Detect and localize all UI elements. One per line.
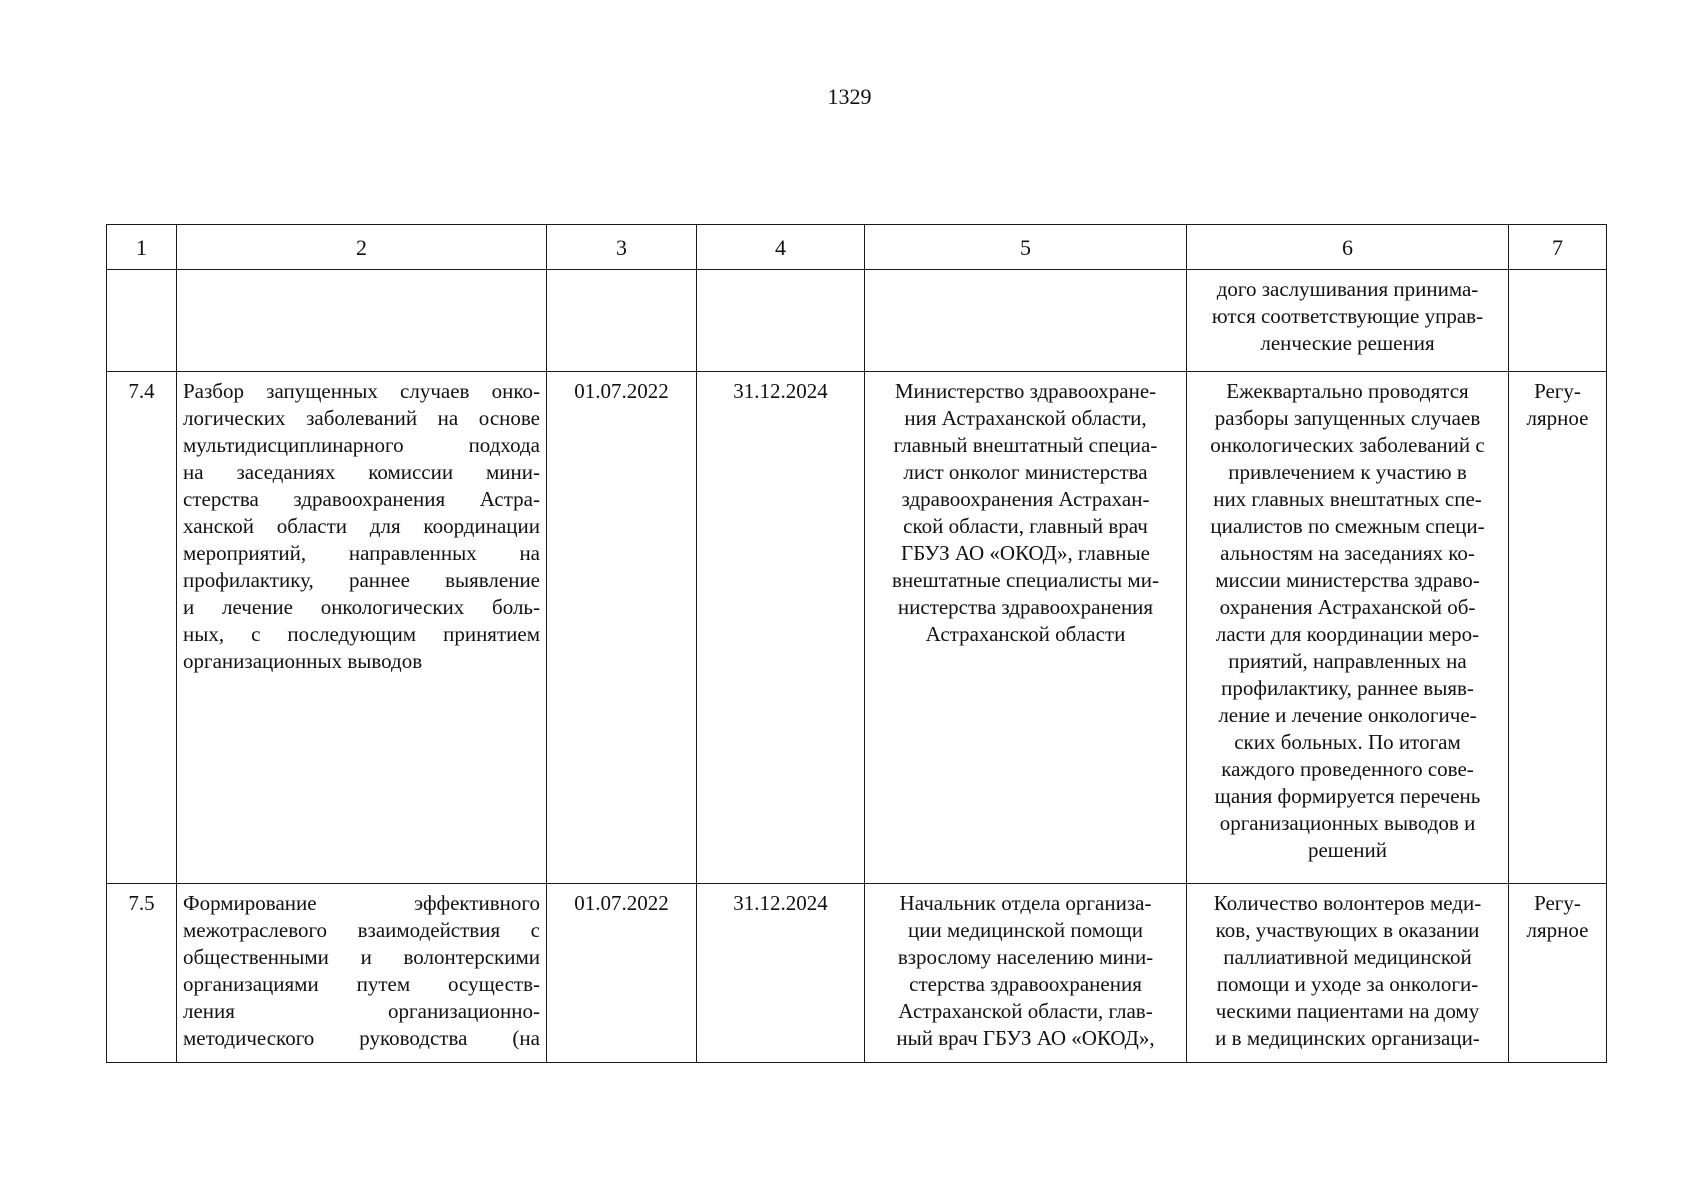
- header-col-4: 4: [697, 225, 865, 270]
- text-line: альностям на заседаниях ко-: [1220, 541, 1475, 565]
- text-line: лярное: [1526, 406, 1589, 430]
- header-col-5: 5: [865, 225, 1187, 270]
- header-col-7: 7: [1509, 225, 1607, 270]
- header-col-2: 2: [177, 225, 547, 270]
- text-line: решений: [1307, 838, 1388, 862]
- text-line: помощи и уходе за онкологи-: [1216, 972, 1479, 996]
- page-number: 1329: [827, 84, 872, 109]
- text-line: приятий, направленных на: [1228, 649, 1467, 673]
- text-line: Количество волонтеров меди-: [1213, 891, 1482, 915]
- text-line: профилактику, раннее выявление: [183, 568, 540, 592]
- measure-description: [177, 884, 547, 1063]
- text-line: методического руководства (на: [183, 1026, 540, 1050]
- text-line: каждого проведенного сове-: [1221, 757, 1474, 781]
- text-line: Формирование эффективного: [183, 891, 540, 915]
- text-line: главный внештатный специа-: [893, 433, 1158, 457]
- text-line: Министерство здравоохране-: [894, 379, 1157, 403]
- text-line: ных, с последующим принятием: [183, 622, 540, 646]
- text-line: организационных выводов: [183, 649, 423, 673]
- cont-cell-5: [865, 270, 1187, 372]
- row-number: 7.4: [107, 372, 177, 884]
- text-line: профилактику, раннее выяв-: [1221, 676, 1474, 700]
- end-date: 31.12.2024: [697, 372, 865, 884]
- row-number: 7.5: [107, 884, 177, 1063]
- cont-cell-3: [547, 270, 697, 372]
- text-line: щания формируется перечень: [1214, 784, 1481, 808]
- text-line: мероприятий, направленных на: [183, 541, 540, 565]
- cont-cell-4: [697, 270, 865, 372]
- responsible-parties: [865, 372, 1187, 884]
- text-line: ленческие решения: [1260, 331, 1435, 355]
- start-date: 01.07.2022: [547, 372, 697, 884]
- text-line: Астраханской области: [925, 622, 1126, 646]
- end-date: 31.12.2024: [697, 884, 865, 1063]
- document-table: [106, 224, 1607, 1063]
- cont-cell-6: [1187, 270, 1509, 372]
- continuation-row: [107, 270, 1607, 372]
- text-line: лист онколог министерства: [903, 460, 1148, 484]
- text-line: миссии министерства здраво-: [1215, 568, 1480, 592]
- text-line: ния Астраханской области,: [904, 406, 1147, 430]
- header-col-6: 6: [1187, 225, 1509, 270]
- table-row: [107, 372, 1607, 884]
- periodicity: [1509, 372, 1607, 884]
- responsible-parties: [865, 884, 1187, 1063]
- text-line: ханской области для координации: [183, 514, 540, 538]
- header-col-3: 3: [547, 225, 697, 270]
- table-row: [107, 884, 1607, 1063]
- text-line: ции медицинской помощи: [908, 918, 1143, 942]
- text-line: лярное: [1526, 918, 1589, 942]
- text-line: мультидисциплинарного подхода: [183, 433, 540, 457]
- text-line: разборы запущенных случаев: [1214, 406, 1481, 430]
- text-line: ков, участвующих в оказании: [1215, 918, 1480, 942]
- text-line: Регу-: [1534, 891, 1581, 915]
- text-line: ГБУЗ АО «ОКОД», главные: [901, 541, 1150, 565]
- text-line: Астраханской области, глав-: [898, 999, 1153, 1023]
- header-col-1: 1: [107, 225, 177, 270]
- text-line: онкологических заболеваний с: [1210, 433, 1485, 457]
- expected-result: [1187, 884, 1509, 1063]
- text-line: ления организационно-: [183, 999, 540, 1023]
- text-line: на заседаниях комиссии мини-: [183, 460, 540, 484]
- text-line: ный врач ГБУЗ АО «ОКОД»,: [896, 1026, 1155, 1050]
- text-line: ласти для координации меро-: [1215, 622, 1480, 646]
- text-line: здравоохранения Астрахан-: [901, 487, 1150, 511]
- cont-cell-1: [107, 270, 177, 372]
- text-line: Ежеквартально проводятся: [1226, 379, 1469, 403]
- text-line: стерства здравоохранения Астра-: [183, 487, 540, 511]
- start-date: 01.07.2022: [547, 884, 697, 1063]
- text-line: логических заболеваний на основе: [183, 406, 540, 430]
- text-line: и лечение онкологических боль-: [183, 595, 540, 619]
- expected-result: [1187, 372, 1509, 884]
- text-line: охранения Астраханской об-: [1219, 595, 1476, 619]
- text-line: ление и лечение онкологиче-: [1218, 703, 1477, 727]
- text-line: ской области, главный врач: [903, 514, 1148, 538]
- text-line: Разбор запущенных случаев онко-: [183, 379, 540, 403]
- cont-cell-7: [1509, 270, 1607, 372]
- text-line: и в медицинских организаци-: [1215, 1026, 1480, 1050]
- text-line: циалистов по смежным специ-: [1210, 514, 1485, 538]
- table-header-row: [107, 225, 1607, 270]
- text-line: межотраслевого взаимодействия с: [183, 918, 540, 942]
- cont-cell-2: [177, 270, 547, 372]
- periodicity: [1509, 884, 1607, 1063]
- text-line: ются соответствующие управ-: [1211, 304, 1484, 328]
- text-line: дого заслушивания принима-: [1216, 277, 1479, 301]
- text-line: организационных выводов и: [1219, 811, 1476, 835]
- text-line: них главных внештатных спе-: [1213, 487, 1482, 511]
- text-line: организациями путем осуществ-: [183, 972, 540, 996]
- text-line: взрослому населению мини-: [897, 945, 1154, 969]
- text-line: общественными и волонтерскими: [183, 945, 540, 969]
- text-line: привлечением к участию в: [1228, 460, 1467, 484]
- text-line: Регу-: [1534, 379, 1581, 403]
- text-line: ческими пациентами на дому: [1215, 999, 1480, 1023]
- text-line: внештатные специалисты ми-: [892, 568, 1159, 592]
- measure-description: [177, 372, 547, 884]
- text-line: стерства здравоохранения: [909, 972, 1142, 996]
- text-line: Начальник отдела организа-: [899, 891, 1152, 915]
- text-line: ских больных. По итогам: [1234, 730, 1461, 754]
- text-line: паллиативной медицинской: [1223, 945, 1472, 969]
- text-line: нистерства здравоохранения: [897, 595, 1154, 619]
